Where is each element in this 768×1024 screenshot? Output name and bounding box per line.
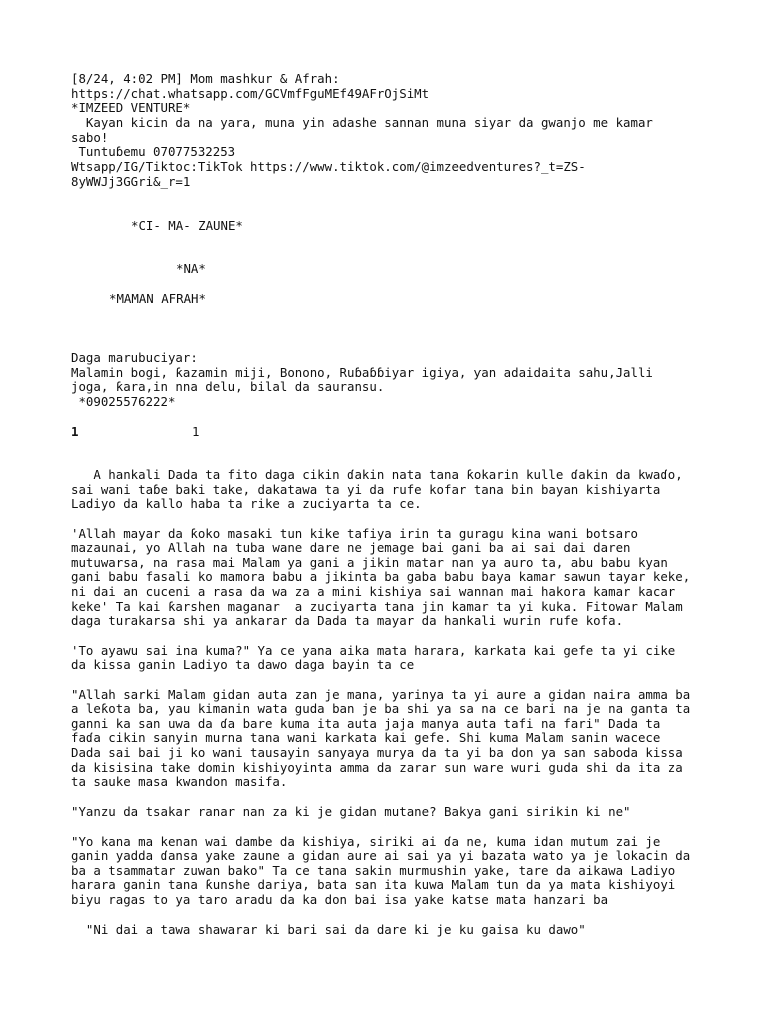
story-line: ni dai an cuceni a rasa da wa za a mini kishiya sai wannan mai hakora kamar kacar <box>71 584 676 599</box>
story-line: 'Allah mayar da ƙoko masaki tun kike tafiya irin ta guragu kina wani botsaro <box>71 526 638 541</box>
story-line: Ladiyo da kallo haba ta rike a zuciyarta ta ce. <box>71 496 422 511</box>
author-works-line: joga, ƙara,in nna delu, bilal da sauransu. <box>71 379 385 394</box>
story-line: gani babu fasali ko mamora babu a jikinta ba gaba babu baya kamar sawun tayar keke, <box>71 569 691 584</box>
story-line: Dada sai bai ji ko wani tausayin sanyaya murya da ta yi ba don ya san saboda kissa <box>71 745 683 760</box>
story-line: ganni ka san uwa da ɗa bare kuma ita auta jaja manya auta tafi na fari" Dada ta <box>71 716 661 731</box>
social-links[interactable]: Wtsapp/IG/Tiktoc:TikTok https://www.tiktok.com/@imzeedventures?_t=ZS- <box>71 159 586 174</box>
venture-tagline: Kayan kicin da na yara, muna yin adashe sannan muna siyar da gwanjo me kamar <box>71 115 653 130</box>
author-phone: *09025576222* <box>71 394 176 409</box>
story-line: ba a tsammatar zuwan bako" Ta ce tana sakin murmushin yake, tare da aikawa Ladiyo <box>71 863 676 878</box>
contact-phone: Tuntuɓemu 07077532253 <box>71 144 236 159</box>
venture-name: *IMZEED VENTURE* <box>71 100 191 115</box>
story-line: mutuwarsa, na rasa mai Malam ya gani a jikin matar nan ya auro ta, abu babu kyan <box>71 555 668 570</box>
story-line: ganin yadda ɗansa yake zaune a gidan aure ai sai ya yi bazata wato ya je lokacin da <box>71 848 691 863</box>
story-line: a leƙota ba, yau kimanin wata guda ban je ba shi ya sa na ce bari na je na ganta ta <box>71 701 691 716</box>
story-line: mazaunai, yo Allah na tuba wane dare ne jemage bai gani ba ai sai dai daren <box>71 540 631 555</box>
author-note-heading: Daga marubuciyar: <box>71 350 198 365</box>
story-line: keke' Ta kai ƙarshen maganar a zuciyarta tana jin kamar ta yi kuka. Fitowar Malam <box>71 599 683 614</box>
venture-tagline-end: sabo! <box>71 130 109 145</box>
story-line: sai wani taɓe baki take, dakatawa ta yi da rufe kofar tana bin bayan kishiyarta <box>71 482 661 497</box>
story-line: harara ganin tana ƙunshe dariya, bata san ita kuwa Malam tun da ya mata kishiyoyi <box>71 877 676 892</box>
story-line: ta sauke masa kwandon masifa. <box>71 774 288 789</box>
story-line: "Ni dai a tawa shawarar ki bari sai da dare ki je ku gaisa ku dawo" <box>71 922 586 937</box>
social-links-cont[interactable]: 8yWWJj3GGri&_r=1 <box>71 174 191 189</box>
story-line: da kissa ganin Ladiyo ta dawo daga bayin ta ce <box>71 657 415 672</box>
story-line: A hankali Dada ta fito daga cikin ɗakin nata tana ƙokarin kulle ɗakin da kwaɗo, <box>71 467 683 482</box>
story-title: *CI- MA- ZAUNE* <box>131 218 243 233</box>
story-line: "Yo kana ma kenan wai dambe da kishiya, siriki ai ɗa ne, kuma idan mutum zai je <box>71 834 661 849</box>
story-line: 'To ayawu sai ina kuma?" Ya ce yana aika mata harara, karkata kai gefe ta yi cike <box>71 643 676 658</box>
title-connector: *NA* <box>176 261 206 276</box>
page-mark-right: 1 <box>192 424 200 439</box>
whatsapp-group-link[interactable]: https://chat.whatsapp.com/GCVmfFguMEf49AFrOjSiMt <box>71 86 430 101</box>
story-line: da kisisina take domin kishiyoyinta amma da zarar sun ware wuri guda shi da ita za <box>71 760 683 775</box>
author-name: *MAMAN AFRAH* <box>109 291 206 306</box>
story-line: biyu ragas to ya taro aradu da ka don bai isa yake katse mata hanzari ba <box>71 892 609 907</box>
story-line: "Allah sarki Malam gidan auta zan je mana, yarinya ta yi aure a gidan naira amma ba <box>71 687 691 702</box>
story-line: daga turakarsa shi ya ankarar da Dada ta mayar da hankali wurin rufe kofa. <box>71 613 624 628</box>
story-line: faɗa cikin sanyin murna tana wani karkata kai gefe. Shi kuma Malam sanin wacece <box>71 730 661 745</box>
message-timestamp: [8/24, 4:02 PM] Mom mashkur & Afrah: <box>71 71 340 86</box>
story-line: "Yanzu da tsakar ranar nan za ki je gidan mutane? Bakya gani sirikin ki ne" <box>71 804 631 819</box>
author-works-line: Malamin bogi, ƙazamin miji, Bonono, Ruɓaɓɓiyar igiya, ƴan adaidaita sahu,Jalli <box>71 365 653 380</box>
page-mark-left: 1 <box>71 424 79 439</box>
